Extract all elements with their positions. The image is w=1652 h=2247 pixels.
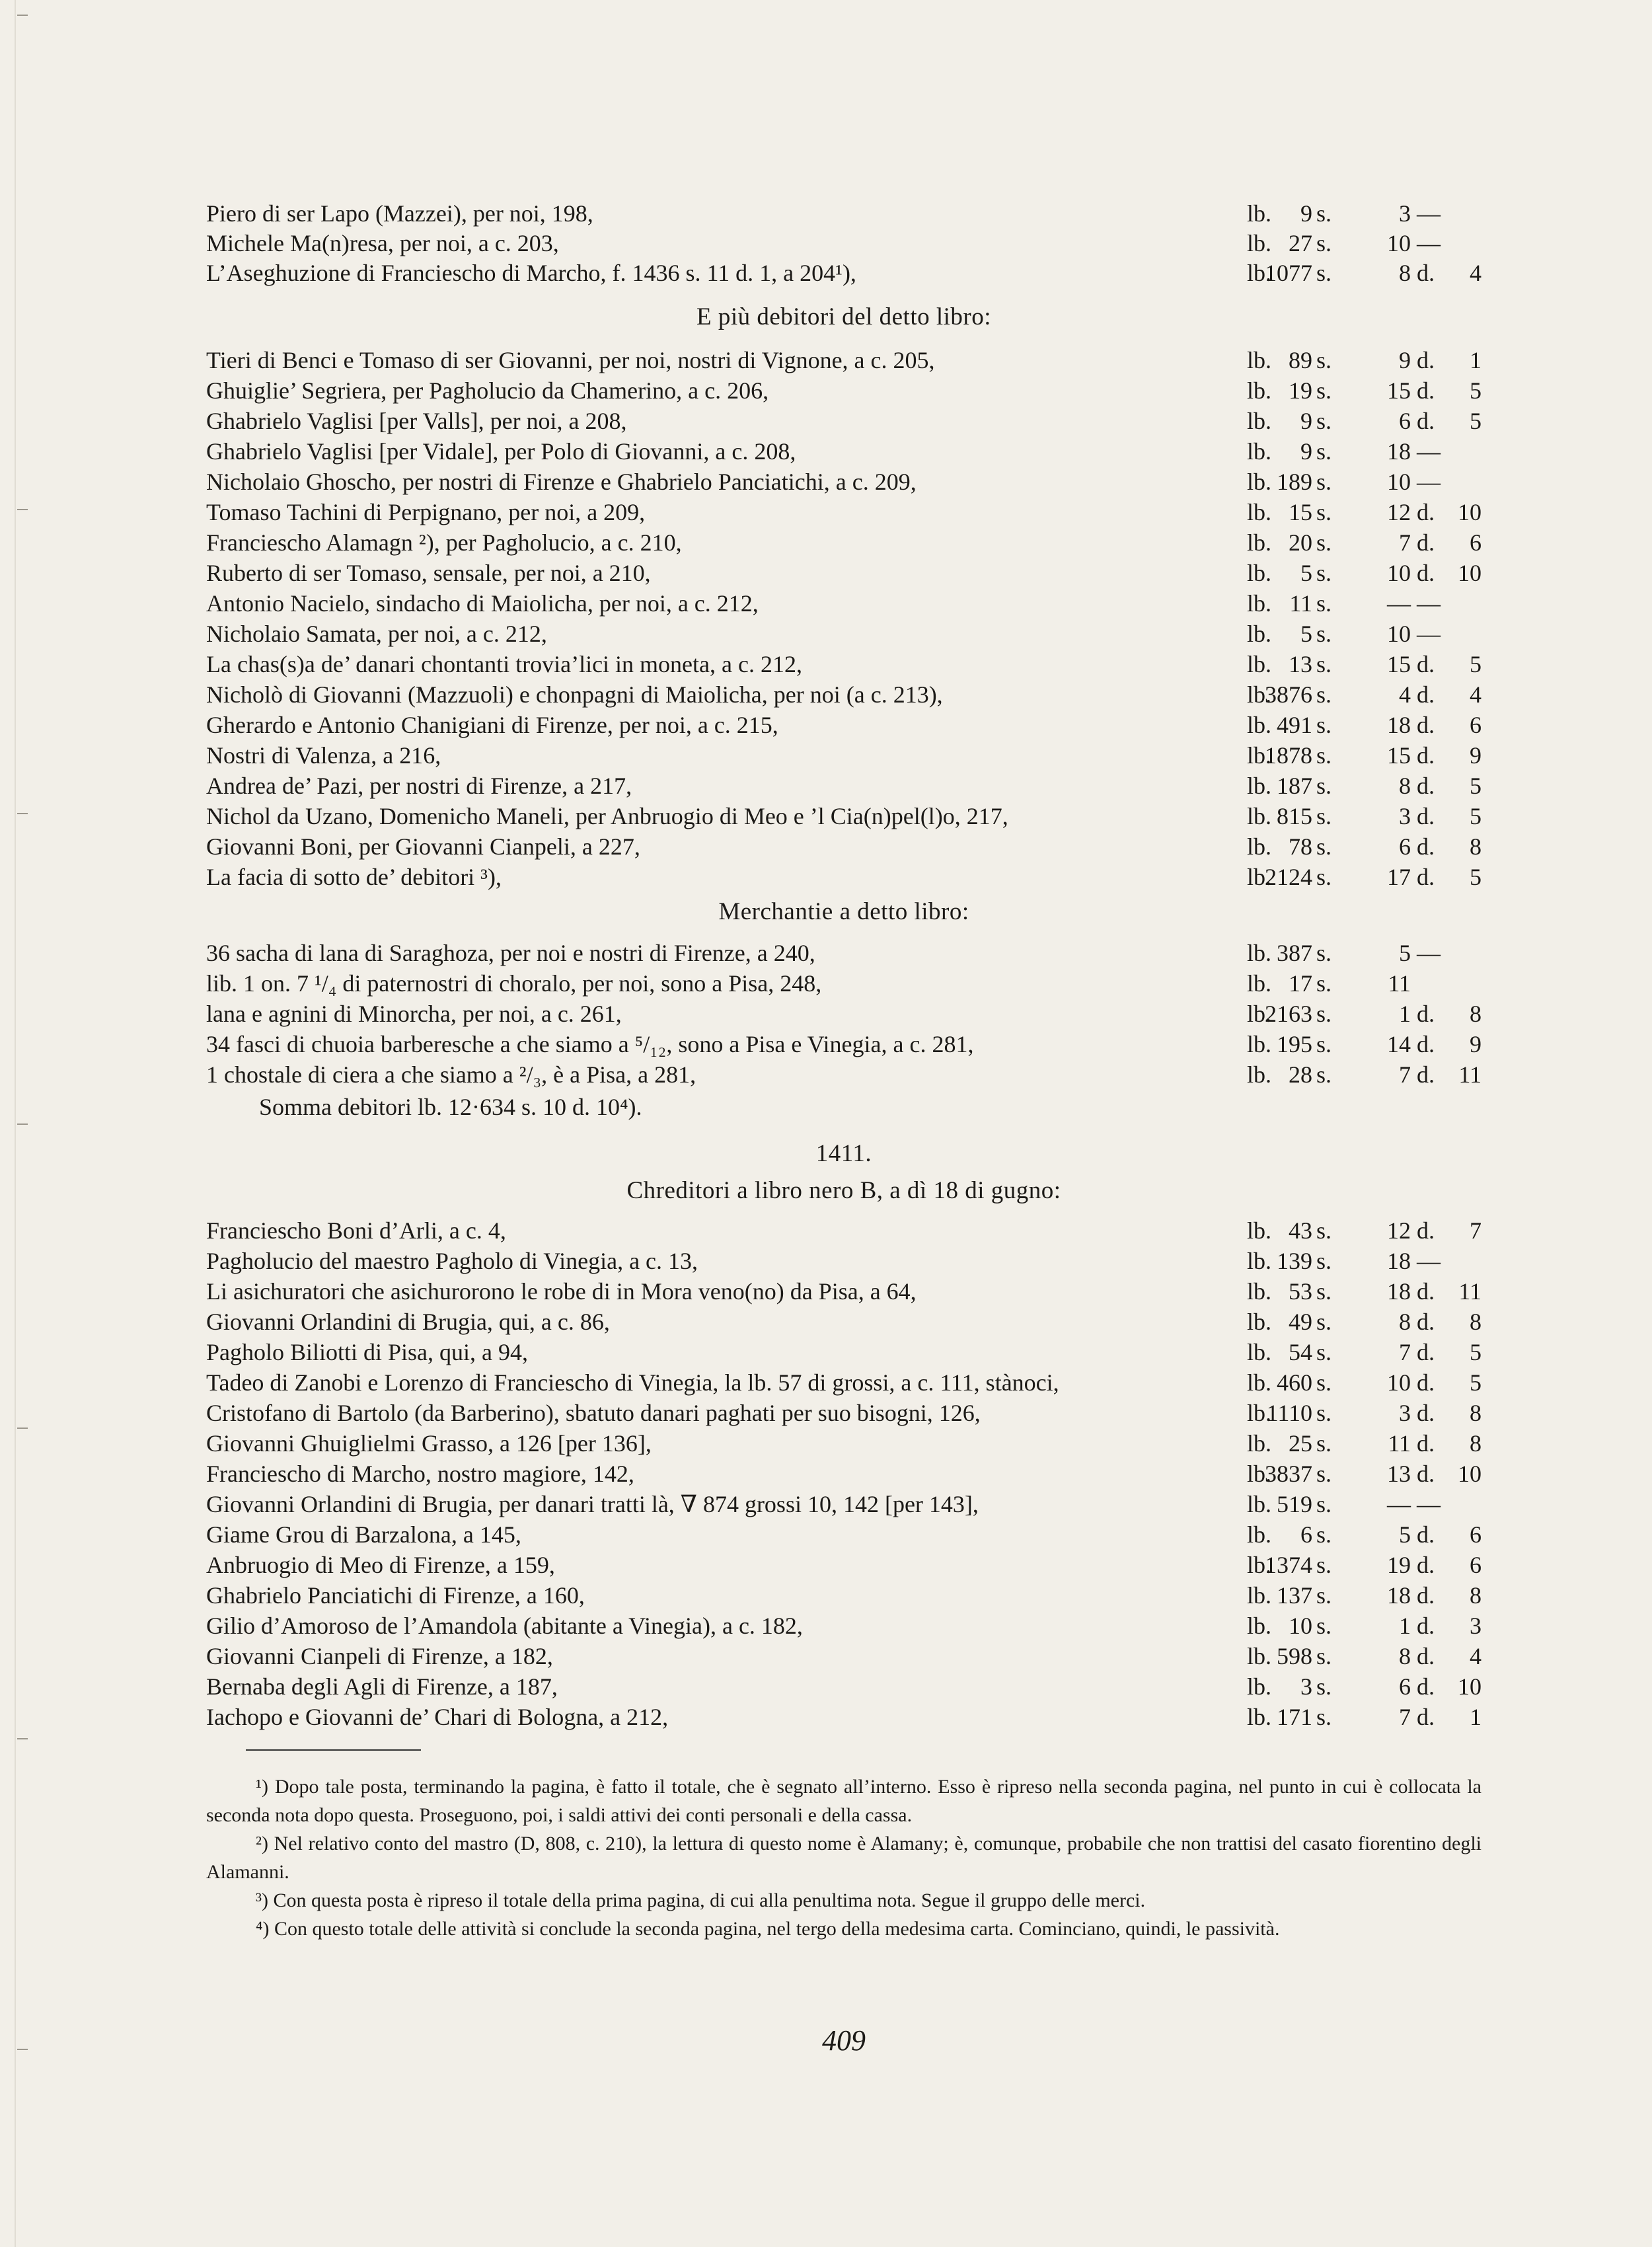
entry-amount: lb. 54 s. 7 d. 5 [1247, 1339, 1482, 1365]
entry-description: Pagholo Biliotti di Pisa, qui, a 94, [206, 1339, 529, 1365]
footnote: ²) Nel relativo conto del mastro (D, 808, c. 210), la lettura di questo nome è Alamany; è, comunque, probabile che non trattisi del casato fiorentino degli Alamanni. [206, 1833, 1482, 1883]
entry-description: Giovanni Boni, per Giovanni Cianpeli, a 227, [206, 833, 640, 860]
entry-description: Giovanni Orlandini di Brugia, per danari tratti là, ∇ 874 grossi 10, 142 [per 143], [206, 1491, 979, 1517]
ledger-entry [206, 857, 1482, 897]
entry-description: 1 chostale di ciera a che siamo a ²/₃, è a Pisa, a 281, [206, 1061, 696, 1088]
entry-amount: lb. 815 s. 3 d. 5 [1247, 803, 1482, 829]
section-heading-chreditori: Chreditori a libro nero B, a dì 18 di gugno: [626, 1177, 1061, 1204]
entry-amount: lb. 1374 s. 19 d. 6 [1247, 1552, 1482, 1578]
section-heading-merchantie: Merchantie a detto libro: [718, 898, 969, 925]
entry-description: Giovanni Orlandini di Brugia, qui, a c. 86, [206, 1309, 610, 1335]
entry-description: Nichol da Uzano, Domenicho Maneli, per Anbruogio di Meo e ’l Cia(n)pel(l)o, 217, [206, 803, 1008, 829]
entry-amount: lb. 3837 s. 13 d. 10 [1247, 1461, 1482, 1487]
entry-description: Andrea de’ Pazi, per nostri di Firenze, a 217, [206, 773, 632, 799]
entry-amount: lb. 519 s. — — [1247, 1491, 1441, 1517]
entry-amount: lb. 1077 s. 8 d. 4 [1247, 260, 1482, 286]
entry-description: Bernaba degli Agli di Firenze, a 187, [206, 1673, 558, 1700]
entry-amount: lb. 189 s. 10 — [1247, 469, 1441, 495]
section-heading-debitori: E più debitori del detto libro: [696, 303, 992, 330]
entry-amount: lb. 2163 s. 1 d. 8 [1247, 1001, 1482, 1027]
entry-amount: lb. 139 s. 18 — [1247, 1248, 1441, 1274]
entry-description: La facia di sotto de’ debitori ³), [206, 864, 502, 890]
entry-description: Antonio Nacielo, sindacho di Maiolicha, per noi, a c. 212, [206, 590, 759, 617]
entry-amount: lb. 5 s. 10 — [1247, 621, 1441, 647]
entry-amount: lb. 9 s. 6 d. 5 [1247, 408, 1482, 434]
entry-description: Giame Grou di Barzalona, a 145, [206, 1521, 521, 1548]
entry-description: Nicholaio Samata, per noi, a c. 212, [206, 621, 547, 647]
entry-description: Piero di ser Lapo (Mazzei), per noi, 198, [206, 200, 593, 227]
footnotes [206, 1772, 1482, 1943]
entry-description: Franciescho di Marcho, nostro magiore, 142, [206, 1461, 634, 1487]
entry-description: Ghabrielo Panciatichi di Firenze, a 160, [206, 1582, 585, 1609]
entry-amount: lb. 3 s. 6 d. 10 [1247, 1673, 1482, 1700]
entry-amount: lb. 13 s. 15 d. 5 [1247, 651, 1482, 677]
entry-description: lib. 1 on. 7 ¹/₄ di paternostri di choralo, per noi, sono a Pisa, 248, [206, 970, 822, 997]
entry-description: Tomaso Tachini di Perpignano, per noi, a 209, [206, 499, 646, 525]
entry-amount: lb. 27 s. 10 — [1247, 230, 1441, 256]
entry-description: Nostri di Valenza, a 216, [206, 742, 441, 769]
entry-amount: lb. 171 s. 7 d. 1 [1247, 1704, 1482, 1730]
entry-description: Gherardo e Antonio Chanigiani di Firenze, per noi, a c. 215, [206, 712, 778, 738]
footnote: ³) Con questa posta è ripreso il totale della prima pagina, di cui alla penultima nota. Segue il gruppo delle merci. [256, 1889, 1146, 1911]
entry-amount: lb. 2124 s. 17 d. 5 [1247, 864, 1482, 890]
margin-mark [17, 813, 28, 814]
entry-amount: lb. 598 s. 8 d. 4 [1247, 1643, 1482, 1669]
footnote: ¹) Dopo tale posta, terminando la pagina, è fatto il totale, che è segnato all’interno. Esso è ripreso nella seconda pagina, nel punto in cui è collocata la seconda nota dopo questa. Proseguono, poi, i saldi attivi dei conti personali e della cassa. [206, 1776, 1482, 1826]
entry-description: L’Aseghuzione di Franciescho di Marcho, f. 1436 s. 11 d. 1, a 204¹), [206, 260, 856, 286]
entry-description: Ghuiglie’ Segriera, per Pagholucio da Chamerino, a c. 206, [206, 377, 769, 404]
entry-description: Michele Ma(n)resa, per noi, a c. 203, [206, 230, 559, 256]
entry-amount: lb. 10 s. 1 d. 3 [1247, 1613, 1482, 1639]
entry-amount: lb. 17 s. 11 [1247, 970, 1411, 997]
ledger-entry [206, 1697, 1482, 1737]
entry-amount: lb. 19 s. 15 d. 5 [1247, 377, 1482, 404]
binding-edge [15, 0, 16, 2247]
entry-description: Pagholucio del maestro Pagholo di Vinegia, a c. 13, [206, 1248, 698, 1274]
debitori-total: Somma debitori lb. 12·634 s. 10 d. 10⁴). [259, 1094, 642, 1120]
entry-amount: lb. 1110 s. 3 d. 8 [1247, 1400, 1482, 1426]
entry-amount: lb. 89 s. 9 d. 1 [1247, 347, 1482, 373]
entry-amount: lb. 460 s. 10 d. 5 [1247, 1369, 1482, 1396]
entry-amount: lb. 3876 s. 4 d. 4 [1247, 681, 1482, 708]
entry-description: Giovanni Ghuiglielmi Grasso, a 126 [per 136], [206, 1430, 652, 1457]
entry-description: Giovanni Cianpeli di Firenze, a 182, [206, 1643, 553, 1669]
entry-description: Ghabrielo Vaglisi [per Vidale], per Polo di Giovanni, a c. 208, [206, 438, 796, 465]
entry-amount: lb. 5 s. 10 d. 10 [1247, 560, 1482, 586]
year-heading: 1411. [815, 1140, 872, 1167]
footnote-rule [246, 1749, 421, 1751]
margin-mark [17, 509, 28, 510]
entry-amount: lb. 9 s. 3 — [1247, 200, 1441, 227]
entry-description: Nicholò di Giovanni (Mazzuoli) e chonpagni di Maiolicha, per noi (a c. 213), [206, 681, 943, 708]
entry-description: Franciescho Boni d’Arli, a c. 4, [206, 1217, 506, 1244]
entry-amount: lb. 1878 s. 15 d. 9 [1247, 742, 1482, 769]
entry-amount: lb. 28 s. 7 d. 11 [1247, 1061, 1482, 1088]
margin-mark [17, 1428, 28, 1429]
entry-description: Ruberto di ser Tomaso, sensale, per noi, a 210, [206, 560, 651, 586]
footnote: ⁴) Con questo totale delle attività si conclude la seconda pagina, nel tergo della medesima carta. Cominciano, quindi, le passività. [256, 1918, 1280, 1940]
entry-description: La chas(s)a de’ danari chontanti trovia’lici in moneta, a c. 212, [206, 651, 802, 677]
entry-description: Franciescho Alamagn ²), per Pagholucio, a c. 210, [206, 529, 682, 556]
entry-amount: lb. 15 s. 12 d. 10 [1247, 499, 1482, 525]
entry-amount: lb. 9 s. 18 — [1247, 438, 1441, 465]
entry-description: Cristofano di Bartolo (da Barberino), sbatuto danari paghati per suo bisogni, 126, [206, 1400, 981, 1426]
entry-description: Nicholaio Ghoscho, per nostri di Firenze e Ghabrielo Panciatichi, a c. 209, [206, 469, 917, 495]
entry-amount: lb. 78 s. 6 d. 8 [1247, 833, 1482, 860]
entry-amount: lb. 6 s. 5 d. 6 [1247, 1521, 1482, 1548]
entry-amount: lb. 387 s. 5 — [1247, 940, 1441, 966]
entry-description: Iachopo e Giovanni de’ Chari di Bologna, a 212, [206, 1704, 669, 1730]
entry-description: Gilio d’Amoroso de l’Amandola (abitante a Vinegia), a c. 182, [206, 1613, 803, 1639]
entry-description: Ghabrielo Vaglisi [per Valls], per noi, a 208, [206, 408, 627, 434]
entry-description: Tieri di Benci e Tomaso di ser Giovanni, per noi, nostri di Vignone, a c. 205, [206, 347, 935, 373]
entry-amount: lb. 53 s. 18 d. 11 [1247, 1278, 1482, 1305]
entry-amount: lb. 49 s. 8 d. 8 [1247, 1309, 1482, 1335]
entry-amount: lb. 25 s. 11 d. 8 [1247, 1430, 1482, 1457]
margin-mark [17, 2049, 28, 2050]
entry-amount: lb. 187 s. 8 d. 5 [1247, 773, 1482, 799]
entry-amount: lb. 491 s. 18 d. 6 [1247, 712, 1482, 738]
entry-description: 34 fasci di chuoia barberesche a che siamo a ⁵/₁₂, sono a Pisa e Vinegia, a c. 281, [206, 1031, 974, 1057]
page-number: 409 [822, 2024, 866, 2057]
entry-description: Tadeo di Zanobi e Lorenzo di Franciescho di Vinegia, la lb. 57 di grossi, a c. 111, stànoci, [206, 1369, 1059, 1396]
ledger-entry [206, 253, 1482, 293]
entry-amount: lb. 195 s. 14 d. 9 [1247, 1031, 1482, 1057]
entry-amount: lb. 11 s. — — [1247, 590, 1441, 617]
entry-amount: lb. 20 s. 7 d. 6 [1247, 529, 1482, 556]
entry-amount: lb. 137 s. 18 d. 8 [1247, 1582, 1482, 1609]
entry-description: lana e agnini di Minorcha, per noi, a c. 261, [206, 1001, 622, 1027]
entry-description: Li asichuratori che asichurorono le robe di in Mora veno(no) da Pisa, a 64, [206, 1278, 917, 1305]
entry-description: Anbruogio di Meo di Firenze, a 159, [206, 1552, 555, 1578]
margin-mark [17, 15, 28, 16]
margin-mark [17, 1124, 28, 1125]
entry-description: 36 sacha di lana di Saraghoza, per noi e nostri di Firenze, a 240, [206, 940, 815, 966]
entry-amount: lb. 43 s. 12 d. 7 [1247, 1217, 1482, 1244]
margin-mark [17, 1738, 28, 1739]
